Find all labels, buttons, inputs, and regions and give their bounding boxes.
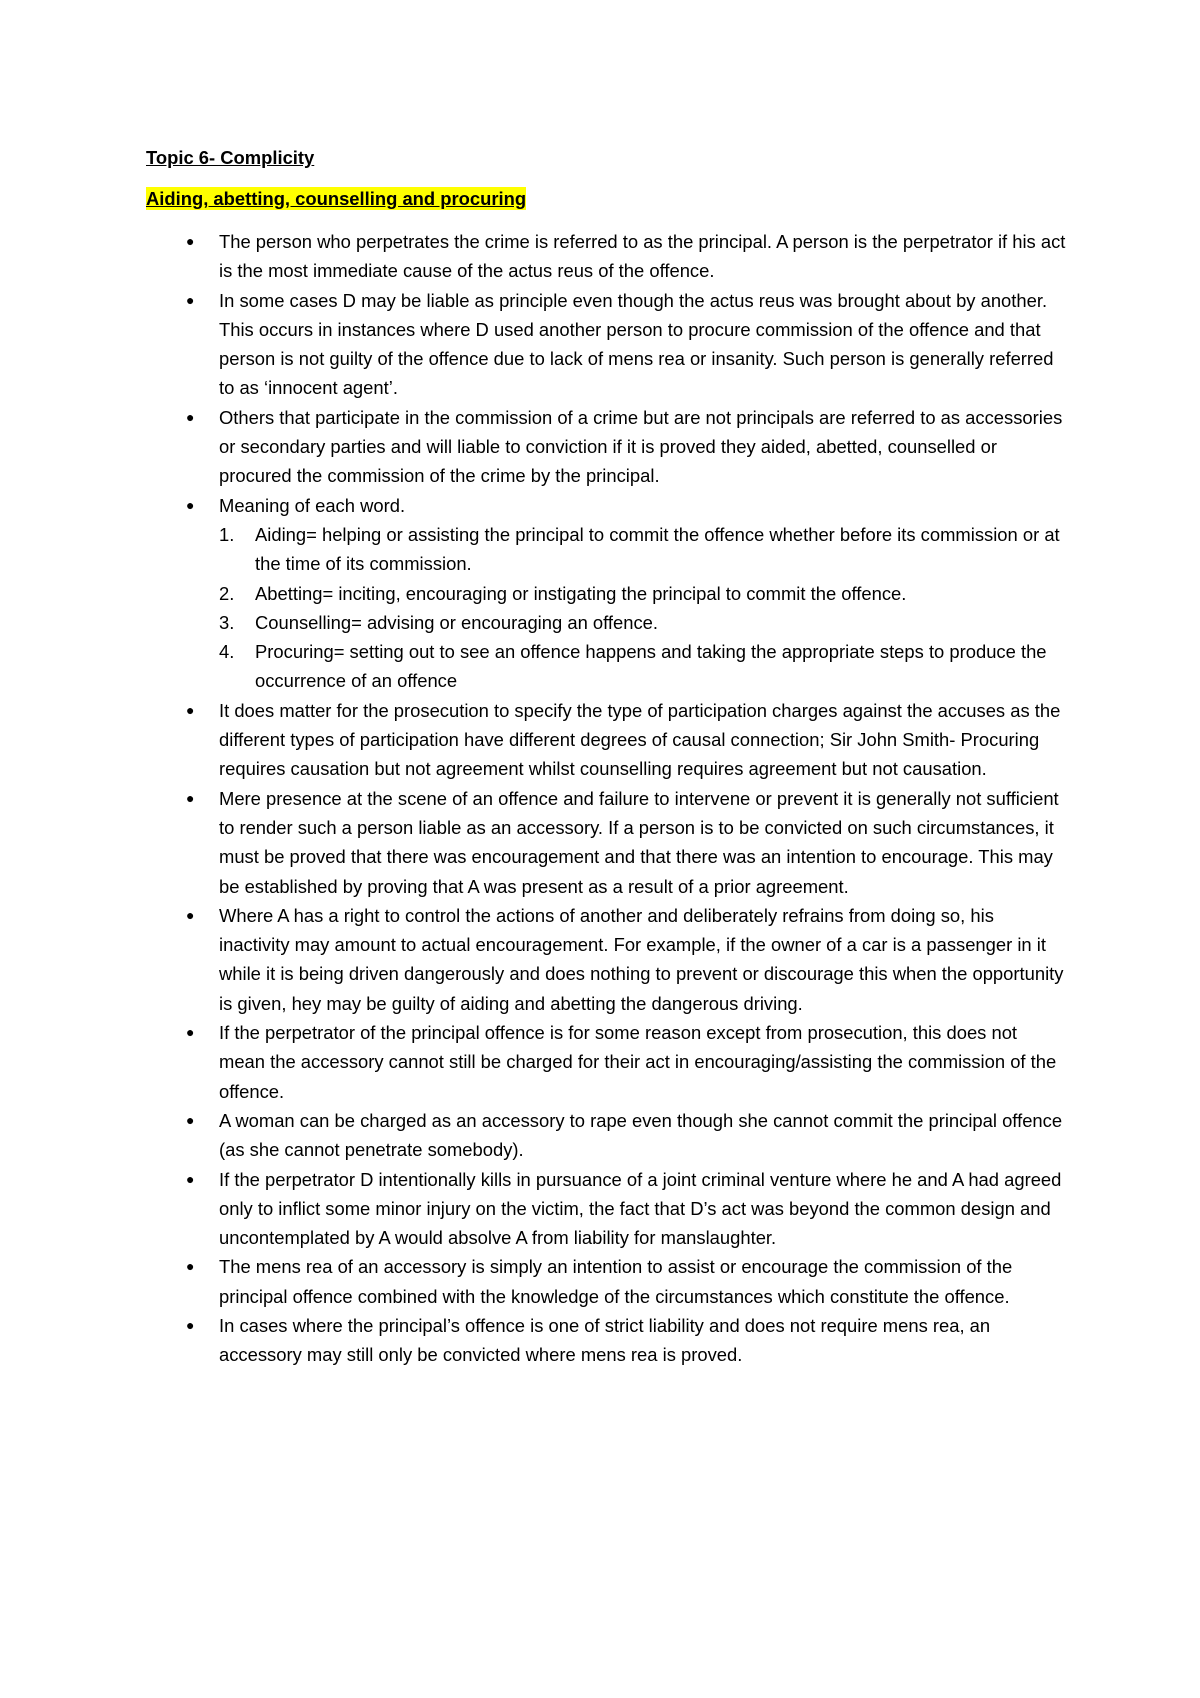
bullet-icon: ● <box>186 408 195 425</box>
list-item-text: Mere presence at the scene of an offence and failure to intervene or prevent it is generally not sufficient to render such a person liable as an accessory. If a person is to be convicted on such circumstances, it must be proved that there was encouragement and that there was an intention to encourage. This may be established by proving that A was present as a result of a prior agreement. <box>219 787 1059 897</box>
bullet-icon: ● <box>186 1258 195 1275</box>
definition-number: 3. <box>219 611 235 633</box>
document-title: Topic 6- Complicity <box>146 147 315 168</box>
bullet-icon: ● <box>186 233 195 249</box>
highlighted-heading-text: Aiding, abetting, counselling and procuring <box>146 188 527 209</box>
definition-number: 4. <box>219 641 235 663</box>
section-heading <box>146 186 1066 212</box>
bullet-icon: ● <box>186 701 195 718</box>
list-item-text: It does matter for the prosecution to specify the type of participation charges against the accuses as the different types of participation have different degrees of causal connection; Sir John Smith- Procuring requires causation but not agreement whilst counselling requires agreement but not causation. <box>219 699 1061 780</box>
list-item <box>146 1018 1066 1106</box>
list-item <box>146 1252 1066 1311</box>
list-item <box>146 403 1066 491</box>
list-item-text: Where A has a right to control the actions of another and deliberately refrains from doing so, his inactivity may amount to actual encouragement. For example, if the owner of a car is a passenger in it while it is being driven dangerously and does nothing to prevent or discourage this when the opportunity is given, hey may be guilty of aiding and abetting the dangerous driving. <box>219 904 1064 1014</box>
list-item <box>146 491 1066 696</box>
list-item <box>146 227 1066 286</box>
document-body <box>146 146 1066 1370</box>
list-item <box>146 1165 1066 1253</box>
definition-number: 2. <box>219 582 235 604</box>
definition-text: Procuring= setting out to see an offence happens and taking the appropriate steps to produce the occurrence of an offence <box>255 641 1047 692</box>
list-item-text: The person who perpetrates the crime is referred to as the principal. A person is the perpetrator if his act is the most immediate cause of the actus reus of the offence. <box>219 231 1066 282</box>
bullet-icon: ● <box>186 906 195 923</box>
bullet-icon: ● <box>186 1170 195 1187</box>
list-item <box>146 696 1066 784</box>
list-item-text: Others that participate in the commission of a crime but are not principals are referred to as accessories or secondary parties and will liable to conviction if it is proved they aided, abetted, counselled or procured the commission of the crime by the principal. <box>219 406 1063 487</box>
definitions-list <box>219 520 1066 696</box>
list-item <box>146 901 1066 1018</box>
definition-text: Counselling= advising or encouraging an offence. <box>255 611 659 633</box>
bullet-list <box>146 227 1066 1370</box>
list-item <box>146 1106 1066 1165</box>
definition-number: 1. <box>219 523 235 545</box>
definition-item <box>219 637 1066 696</box>
bullet-icon: ● <box>186 1024 195 1041</box>
list-item-text: A woman can be charged as an accessory to rape even though she cannot commit the principal offence (as she cannot penetrate somebody). <box>219 1109 1063 1161</box>
list-item <box>146 1311 1066 1370</box>
list-item <box>146 784 1066 901</box>
definition-item <box>219 520 1066 579</box>
definition-text: Abetting= inciting, encouraging or instigating the principal to commit the offence. <box>255 582 907 604</box>
list-item-text: Meaning of each word. <box>219 494 406 516</box>
bullet-icon: ● <box>186 496 195 513</box>
list-item-text: In some cases D may be liable as principle even though the actus reus was brought about by another. This occurs in instances where D used another person to procure commission of the offence and that person is not guilty of the offence due to lack of mens rea or insanity. Such person is generally referred to as ‘innocent agent’. <box>219 289 1054 399</box>
list-item-text: If the perpetrator of the principal offence is for some reason except from prosecution, this does not mean the accessory cannot still be charged for their act in encouraging/assisting the commission of the offence. <box>219 1022 1057 1102</box>
list-item <box>146 286 1066 403</box>
definition-item <box>219 579 1066 608</box>
list-item-text: If the perpetrator D intentionally kills in pursuance of a joint criminal venture where he and A had agreed only to inflict some minor injury on the victim, the fact that D’s act was beyond the common design and uncontemplated by A would absolve A from liability for manslaughter. <box>219 1168 1062 1249</box>
bullet-icon: ● <box>186 1316 195 1333</box>
bullet-icon: ● <box>186 1111 195 1128</box>
list-item-text: In cases where the principal’s offence is one of strict liability and does not require mens rea, an accessory may still only be convicted where mens rea is proved. <box>219 1314 991 1366</box>
list-item-text: The mens rea of an accessory is simply an intention to assist or encourage the commission of the principal offence combined with the knowledge of the circumstances which constitute the offence. <box>219 1256 1013 1307</box>
definition-item <box>219 608 1066 637</box>
bullet-icon: ● <box>186 789 195 806</box>
bullet-icon: ● <box>186 291 195 308</box>
definition-text: Aiding= helping or assisting the principal to commit the offence whether before its commission or at the time of its commission. <box>255 523 1060 575</box>
